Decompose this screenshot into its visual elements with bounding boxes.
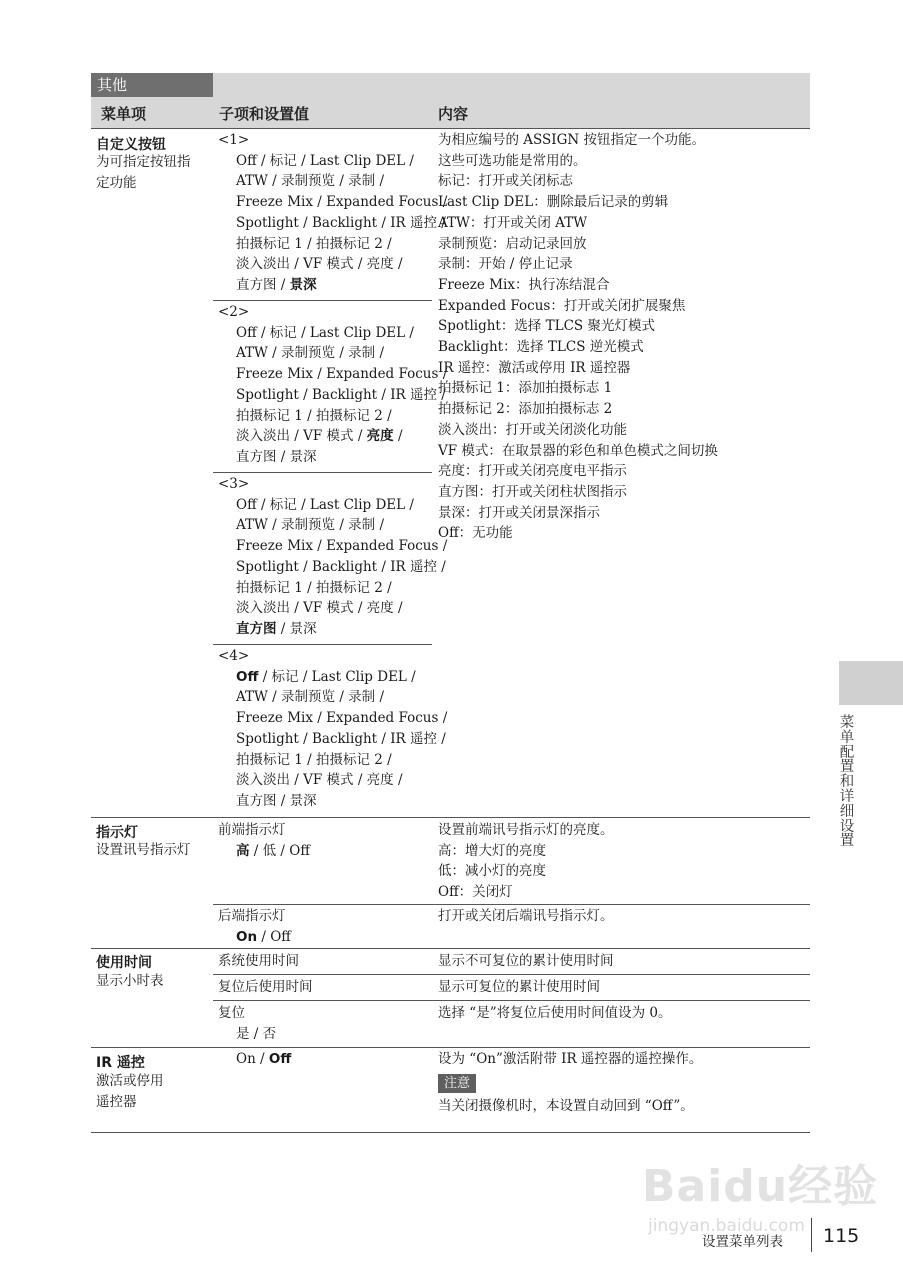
front-indicator	[218, 820, 310, 861]
default-value: 高	[236, 842, 250, 859]
system-hours-content: 显示不可复位的累计使用时间	[438, 953, 614, 969]
assign-content	[438, 130, 718, 544]
sub-label: <3>	[218, 476, 250, 492]
value-line: 直方图 / 景深	[236, 448, 317, 465]
ir-values	[218, 1049, 291, 1070]
assign-4	[218, 646, 447, 812]
rear-indicator	[218, 906, 291, 947]
content-line: 这些可选功能是常用的。	[438, 152, 587, 169]
content-line: VF 模式：在取景器的彩色和单色模式之间切换	[438, 442, 718, 459]
table-bottom-border	[91, 1132, 810, 1133]
content-line: 低：减小灯的亮度	[438, 863, 546, 880]
value-line: Off / 标记 / Last Clip DEL /	[236, 496, 414, 513]
watermark-url: jingyan.baidu.com	[648, 1216, 805, 1236]
default-value: 亮度	[366, 428, 394, 445]
content-line: Last Clip DEL：删除最后记录的剪辑	[438, 194, 669, 211]
value-line	[218, 667, 447, 688]
value-line: Freeze Mix / Expanded Focus /	[236, 538, 448, 555]
value-line: Spotlight / Backlight / IR 遥控 /	[236, 386, 446, 403]
reset-hours	[218, 1003, 276, 1044]
footer-separator	[811, 1218, 812, 1252]
value-plain: 淡入淡出 / VF 模式 /	[236, 428, 367, 445]
desc-line: 定功能	[96, 174, 137, 191]
value-line: 拍摄标记 1 / 拍摄标记 2 /	[236, 235, 392, 252]
content-line: Spotlight：选择 TLCS 聚光灯模式	[438, 318, 655, 335]
value-line: 拍摄标记 1 / 拍摄标记 2 /	[236, 751, 392, 768]
content-line: 直方图：打开或关闭柱状图指示	[438, 483, 627, 500]
note-text: 当关闭摄像机时，本设置自动回到 “Off”。	[438, 1097, 694, 1114]
system-hours: 系统使用时间	[218, 953, 299, 969]
content-line: 拍摄标记 1：添加拍摄标志 1	[438, 380, 613, 397]
content-line: 录制：开始 / 停止记录	[438, 256, 573, 273]
watermark	[642, 1150, 878, 1214]
menu-title-ir: IR 遥控	[96, 1055, 145, 1071]
content-line: Backlight：选择 TLCS 逆光模式	[438, 339, 644, 356]
content-line: 高：增大灯的亮度	[438, 842, 546, 859]
sub-label: 前端指示灯	[218, 822, 286, 838]
value-line	[218, 275, 447, 296]
sub-label: <4>	[218, 648, 250, 664]
ir-content	[438, 1049, 702, 1116]
value-line: Off / 标记 / Last Clip DEL /	[236, 324, 414, 341]
content-line: Expanded Focus：打开或关闭扩展聚焦	[438, 297, 686, 314]
value-plain: / 低 / Off	[249, 842, 310, 859]
menu-desc-assign	[96, 152, 191, 193]
value-line: 直方图 / 景深	[236, 792, 317, 809]
sub-label: <2>	[218, 304, 250, 320]
content-line: Off：关闭灯	[438, 884, 513, 901]
default-value: Off	[236, 668, 259, 685]
value-line: ATW / 录制预览 / 录制 /	[236, 345, 384, 362]
content-line: 淡入淡出：打开或关闭淡化功能	[438, 421, 627, 438]
value-line: Spotlight / Backlight / IR 遥控 /	[236, 558, 446, 575]
value-line	[218, 841, 310, 862]
value-line	[218, 927, 291, 948]
after-reset-hours-content: 显示可复位的累计使用时间	[438, 979, 600, 995]
content-line: 标记：打开或关闭标志	[438, 173, 573, 190]
footer-section-title: 设置菜单列表	[702, 1234, 783, 1250]
reset-hours-content: 选择 “是”将复位后使用时间值设为 0。	[438, 1005, 672, 1021]
section-tab: 其他	[91, 73, 213, 97]
value-line: 是 / 否	[236, 1025, 277, 1042]
value-line: 淡入淡出 / VF 模式 / 亮度 /	[236, 256, 403, 273]
default-value: On	[236, 928, 258, 945]
content-line: Off：无功能	[438, 525, 513, 542]
value-line: 淡入淡出 / VF 模式 / 亮度 /	[236, 772, 403, 789]
header-menu-item: 菜单项	[101, 105, 147, 123]
content-line: 亮度：打开或关闭亮度电平指示	[438, 463, 627, 480]
value-plain: / 景深	[276, 620, 317, 637]
value-line: 淡入淡出 / VF 模式 / 亮度 /	[236, 600, 403, 617]
value-line: Spotlight / Backlight / IR 遥控 /	[236, 214, 446, 231]
divider	[213, 472, 432, 473]
value-line	[218, 1049, 291, 1070]
value-line: 拍摄标记 1 / 拍摄标记 2 /	[236, 579, 392, 596]
assign-1	[218, 130, 447, 296]
value-plain: 直方图 /	[236, 276, 290, 293]
value-line: ATW / 录制预览 / 录制 /	[236, 517, 384, 534]
value-line: ATW / 录制预览 / 录制 /	[236, 173, 384, 190]
divider	[91, 948, 810, 949]
default-value: 直方图	[236, 620, 277, 637]
menu-title-indicator: 指示灯	[96, 825, 138, 841]
content-line: 拍摄标记 2：添加拍摄标志 2	[438, 401, 613, 418]
sub-label: 后端指示灯	[218, 908, 286, 924]
value-line: ATW / 录制预览 / 录制 /	[236, 689, 384, 706]
header-content: 内容	[438, 105, 469, 123]
value-line: Freeze Mix / Expanded Focus /	[236, 710, 448, 727]
value-line: Freeze Mix / Expanded Focus /	[236, 194, 448, 211]
menu-desc-hours: 显示小时表	[96, 973, 164, 989]
desc-line: 为可指定按钮指	[96, 154, 191, 170]
chapter-tab	[839, 661, 903, 705]
content-line: Freeze Mix：执行冻结混合	[438, 276, 610, 293]
value-line: Spotlight / Backlight / IR 遥控 /	[236, 730, 446, 747]
content-line: ATW：打开或关闭 ATW	[438, 214, 588, 231]
sub-label: <1>	[218, 132, 250, 148]
content-line: 录制预览：启动记录回放	[438, 235, 587, 252]
divider	[213, 300, 432, 301]
divider	[91, 817, 810, 818]
assign-2	[218, 302, 447, 468]
value-plain: / 标记 / Last Clip DEL /	[258, 668, 416, 685]
value-plain: /	[393, 428, 403, 445]
value-line: 拍摄标记 1 / 拍摄标记 2 /	[236, 407, 392, 424]
content-line: 设为 “On”激活附带 IR 遥控器的遥控操作。	[438, 1051, 703, 1067]
assign-3	[218, 474, 447, 640]
value-plain: On /	[236, 1051, 269, 1067]
menu-title-assign: 自定义按钮	[96, 137, 166, 153]
page-number: 115	[823, 1225, 860, 1247]
value-line: Freeze Mix / Expanded Focus /	[236, 366, 448, 383]
value-line	[218, 619, 447, 640]
chapter-vertical-title: 菜单配置和详细设置	[839, 715, 855, 850]
menu-title-hours: 使用时间	[96, 955, 152, 971]
value-plain: / Off	[257, 928, 291, 945]
rear-indicator-content: 打开或关闭后端讯号指示灯。	[438, 908, 614, 924]
content-line: IR 遥控：激活或停用 IR 遥控器	[438, 359, 631, 376]
divider	[213, 644, 432, 645]
divider	[213, 1000, 810, 1001]
desc-line: 遥控器	[96, 1093, 137, 1110]
divider	[91, 1047, 810, 1048]
menu-desc-ir	[96, 1071, 164, 1112]
default-value: Off	[268, 1051, 292, 1067]
default-value: 景深	[289, 276, 317, 293]
header-subitem: 子项和设置值	[219, 105, 310, 123]
divider	[213, 904, 810, 905]
watermark-main: Baidu经验	[642, 1161, 879, 1212]
value-line: Off / 标记 / Last Clip DEL /	[236, 152, 414, 169]
note-badge: 注意	[438, 1074, 476, 1093]
desc-line: 激活或停用	[96, 1073, 164, 1089]
content-line: 为相应编号的 ASSIGN 按钮指定一个功能。	[438, 132, 706, 148]
value-line	[218, 426, 447, 447]
content-line: 景深：打开或关闭景深指示	[438, 504, 600, 521]
after-reset-hours: 复位后使用时间	[218, 979, 313, 995]
menu-desc-indicator: 设置讯号指示灯	[96, 842, 191, 858]
header-band	[213, 73, 810, 97]
divider	[213, 974, 810, 975]
sub-label: 复位	[218, 1005, 245, 1021]
content-line: 设置前端讯号指示灯的亮度。	[438, 822, 614, 838]
front-indicator-content	[438, 820, 614, 903]
